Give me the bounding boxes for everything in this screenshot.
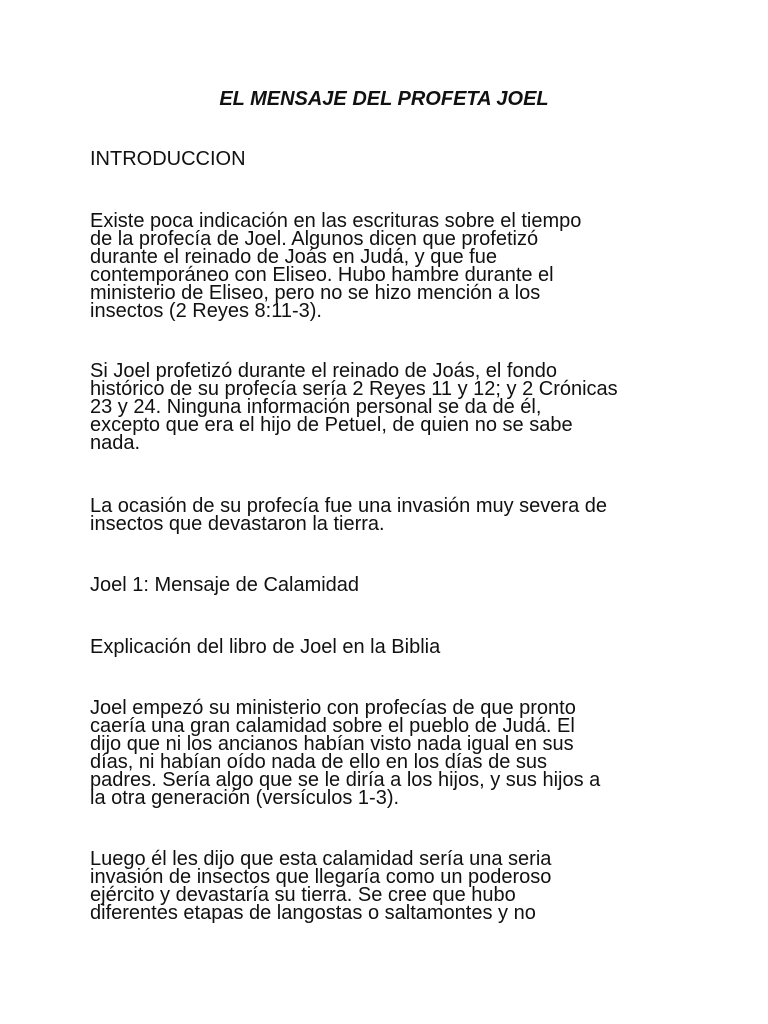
paragraph-line: 23 y 24. Ninguna información personal se da de él, [90, 396, 542, 418]
paragraph-line: Joel empezó su ministerio con profecías de que pronto [90, 697, 576, 719]
sub-heading: Explicación del libro de Joel en la Biblia [90, 636, 441, 658]
document-title: EL MENSAJE DEL PROFETA JOEL [219, 88, 549, 110]
paragraph-1 [90, 212, 690, 320]
paragraph-line: Luego él les dijo que esta calamidad sería una seria [90, 848, 552, 870]
paragraph-line: días, ni habían oído nada de ello en los días de sus [90, 751, 548, 773]
section-heading: Joel 1: Mensaje de Calamidad [90, 574, 360, 596]
paragraph-line: histórico de su profecía sería 2 Reyes 11 y 12; y 2 Crónicas [90, 378, 618, 400]
paragraph-line: durante el reinado de Joás en Judá, y que fue [90, 246, 497, 268]
paragraph-line: la otra generación (versículos 1-3). [90, 787, 400, 809]
paragraph-line: ejército y devastaría su tierra. Se cree que hubo [90, 884, 516, 906]
paragraph-line: insectos que devastaron la tierra. [90, 513, 385, 535]
paragraph-line: dijo que ni los ancianos habían visto nada igual en sus [90, 733, 574, 755]
paragraph-4 [90, 699, 690, 807]
paragraph-line: caería una gran calamidad sobre el pueblo de Judá. El [90, 715, 575, 737]
paragraph-line: ministerio de Eliseo, pero no se hizo mención a los [90, 282, 541, 304]
paragraph-line: diferentes etapas de langostas o saltamontes y no [90, 902, 536, 924]
paragraph-line: excepto que era el hijo de Petuel, de quien no se sabe [90, 414, 573, 436]
paragraph-line: Existe poca indicación en las escrituras sobre el tiempo [90, 210, 582, 232]
paragraph-line: Si Joel profetizó durante el reinado de Joás, el fondo [90, 360, 557, 382]
paragraph-line: de la profecía de Joel. Algunos dicen que profetizó [90, 228, 539, 250]
paragraph-3 [90, 497, 690, 533]
paragraph-line: insectos (2 Reyes 8:11-3). [90, 300, 322, 322]
paragraph-2 [90, 362, 690, 452]
paragraph-line: La ocasión de su profecía fue una invasión muy severa de [90, 495, 607, 517]
paragraph-line: padres. Sería algo que se le diría a los hijos, y sus hijos a [90, 769, 601, 791]
paragraph-line: contemporáneo con Eliseo. Hubo hambre durante el [90, 264, 554, 286]
paragraph-5 [90, 850, 690, 922]
paragraph-line: invasión de insectos que llegaría como un poderoso [90, 866, 552, 888]
paragraph-line: nada. [90, 432, 141, 454]
intro-heading: INTRODUCCION [90, 148, 246, 170]
